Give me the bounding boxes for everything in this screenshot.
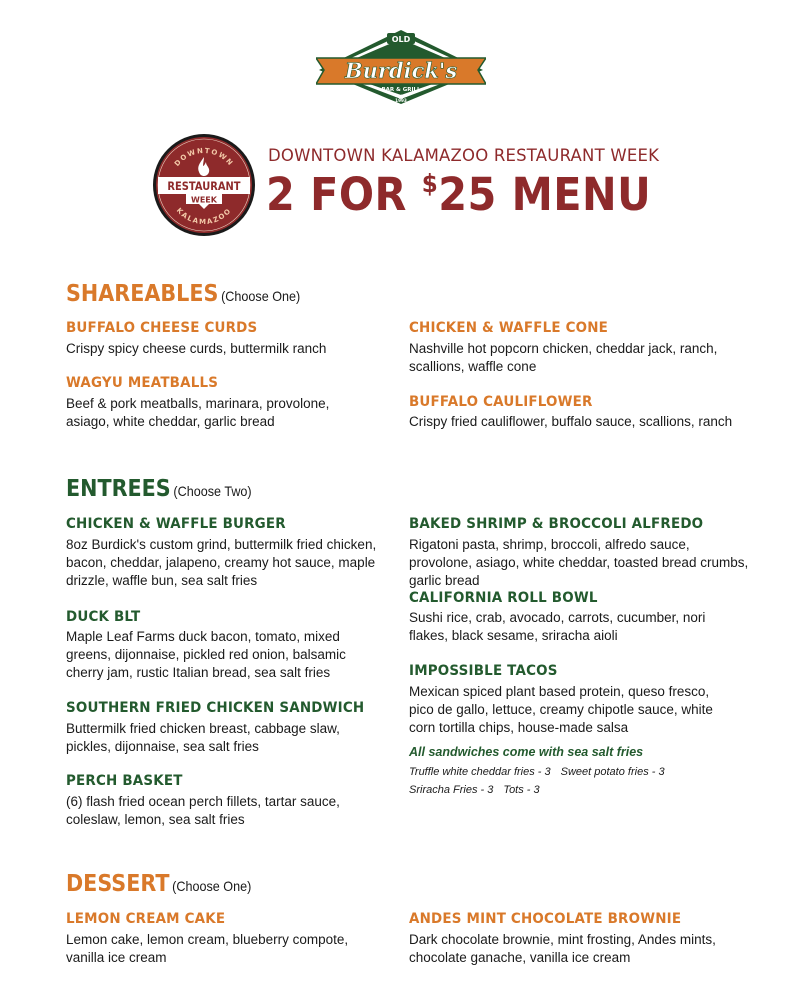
item-description: Crispy fried cauliflower, buffalo sauce, scallions, ranch xyxy=(409,414,733,429)
item-description: Mexican spiced plant based protein, queso fresco, pico de gallo, lettuce, creamy chipotle sauce, white corn tortilla chips, house-made salsa xyxy=(409,684,713,735)
entrees-heading: ENTREES (Choose Two) xyxy=(66,476,252,502)
item-name: CHICKEN & WAFFLE BURGER xyxy=(66,516,286,532)
sides-note: All sandwiches come with sea salt fries xyxy=(409,745,644,759)
item-name: WAGYU MEATBALLS xyxy=(66,375,219,391)
sides-line-2 xyxy=(409,784,540,796)
item-name: LEMON CREAM CAKE xyxy=(66,911,226,927)
logo-name-text: Burdick's xyxy=(344,58,458,83)
dessert-note: (Choose One) xyxy=(172,878,252,894)
item-name: IMPOSSIBLE TACOS xyxy=(409,663,558,679)
item-name: SOUTHERN FRIED CHICKEN SANDWICH xyxy=(66,700,365,716)
event-subtitle: DOWNTOWN KALAMAZOO RESTAURANT WEEK xyxy=(268,146,660,165)
item-name: CALIFORNIA ROLL BOWL xyxy=(409,590,598,606)
badge-line1-text: RESTAURANT xyxy=(167,179,241,194)
item-name: BUFFALO CHEESE CURDS xyxy=(66,320,258,336)
side-item: Sriracha Fries - 3 xyxy=(409,784,494,796)
badge-top-arc-text: DOWNTOWN xyxy=(173,146,235,168)
item-description: Crispy spicy cheese curds, buttermilk ranch xyxy=(66,341,327,356)
item-name: DUCK BLT xyxy=(66,609,141,625)
item-description: Sushi rice, crab, avocado, carrots, cucumber, nori flakes, black sesame, sriracha aioli xyxy=(409,610,706,643)
entrees-note: (Choose Two) xyxy=(173,483,252,499)
item-description: Beef & pork meatballs, marinara, provolone, asiago, white cheddar, garlic bread xyxy=(66,396,330,429)
badge-bottom-arc-text: KALAMAZOO xyxy=(174,206,234,227)
logo-since-text: SINCE xyxy=(394,94,408,98)
item-description: Nashville hot popcorn chicken, cheddar jack, ranch, scallions, waffle cone xyxy=(409,341,718,374)
item-name: CHICKEN & WAFFLE CONE xyxy=(409,320,609,336)
restaurant-week-badge xyxy=(152,133,256,237)
badge-line2-text: WEEK xyxy=(191,195,217,205)
item-description: Lemon cake, lemon cream, blueberry compote, vanilla ice cream xyxy=(66,932,349,965)
item-description: 8oz Burdick's custom grind, buttermilk fried chicken, bacon, cheddar, jalapeno, creamy hot sauce, maple drizzle, waffle bun, sea salt fries xyxy=(66,537,377,588)
logo-year-text: 1993 xyxy=(395,98,407,103)
item-name: PERCH BASKET xyxy=(66,773,183,789)
item-description: (6) flash fried ocean perch fillets, tartar sauce, coleslaw, lemon, sea salt fries xyxy=(66,794,340,827)
side-item: Tots - 3 xyxy=(503,784,540,796)
item-description: Rigatoni pasta, shrimp, broccoli, alfredo sauce, provolone, asiago, white cheddar, toasted bread crumbs, garlic bread xyxy=(409,537,749,588)
menu-title: 2 FOR $25 MENU xyxy=(266,168,652,221)
side-item: Truffle white cheddar fries - 3 xyxy=(409,766,551,778)
shareables-heading: SHAREABLES (Choose One) xyxy=(66,281,301,307)
item-name: BUFFALO CAULIFLOWER xyxy=(409,394,593,410)
item-name: ANDES MINT CHOCOLATE BROWNIE xyxy=(409,911,682,927)
item-description: Buttermilk fried chicken breast, cabbage slaw, pickles, dijonnaise, sea salt fries xyxy=(66,721,340,754)
item-description: Maple Leaf Farms duck bacon, tomato, mixed greens, dijonnaise, pickled red onion, balsamic cherry jam, rustic Italian bread, sea salt fries xyxy=(66,629,346,680)
shareables-note: (Choose One) xyxy=(221,288,301,304)
logo-old-text: OLD xyxy=(391,35,411,44)
burdicks-logo xyxy=(316,28,486,108)
logo-tagline-text: BAR & GRILL xyxy=(381,87,421,93)
item-name: BAKED SHRIMP & BROCCOLI ALFREDO xyxy=(409,516,704,532)
dessert-heading: DESSERT (Choose One) xyxy=(66,871,252,897)
item-description: Dark chocolate brownie, mint frosting, Andes mints, chocolate ganache, vanilla ice cream xyxy=(409,932,716,965)
sides-line-1 xyxy=(409,766,665,778)
side-item: Sweet potato fries - 3 xyxy=(560,766,665,778)
